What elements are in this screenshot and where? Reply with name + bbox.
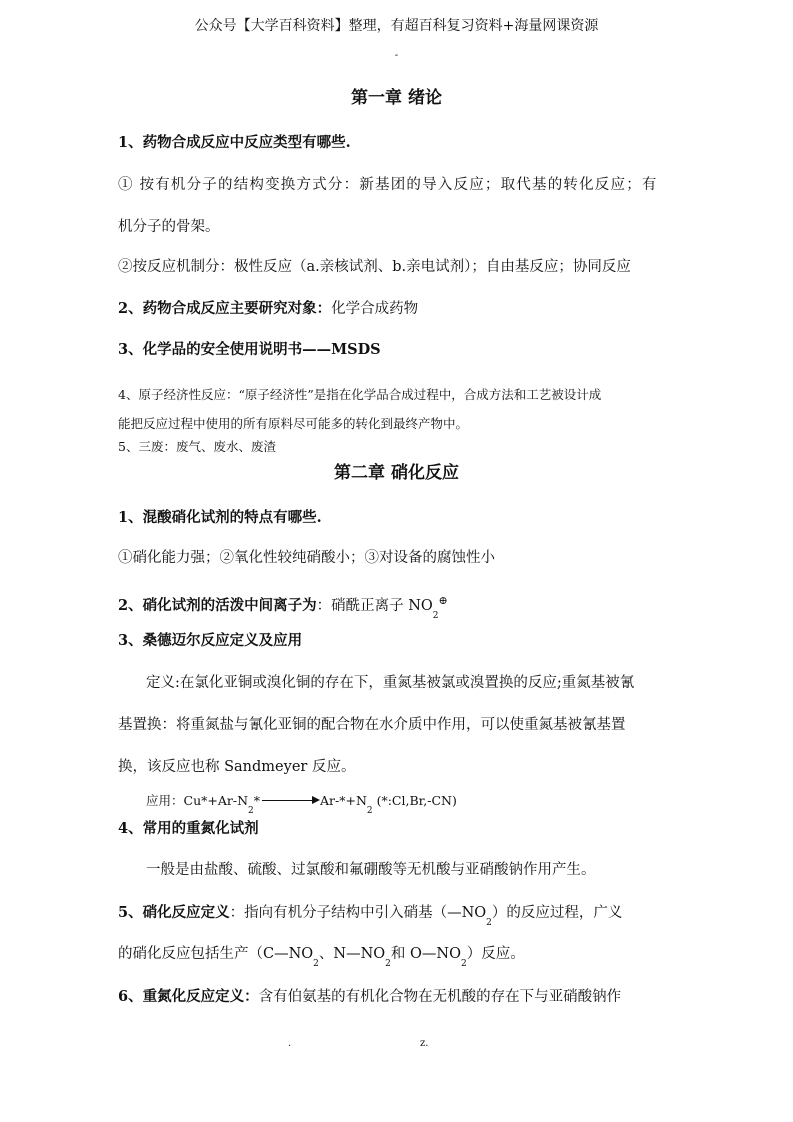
answer: 含有伯氨基的有机化合物在无机酸的存在下与亚硝酸钠作	[258, 989, 622, 1005]
question-4: 4、常用的重氮化试剂	[118, 820, 259, 837]
paragraph: 基置换：将重氮盐与氰化亚铜的配合物在水介质中作用，可以使重氮基被氰基置	[118, 717, 626, 733]
question-3: 3、化学品的安全使用说明书——MSDS	[118, 341, 381, 358]
subscript: 2	[432, 610, 439, 621]
answer: ：硝酰正离子 NO	[316, 597, 433, 614]
subscript: 2	[248, 806, 254, 816]
text: 、N—NO	[318, 946, 386, 962]
text: 的硝化反应包括生产（C—NO	[118, 946, 314, 962]
products: Ar-*+N	[320, 793, 367, 808]
paragraph: 能把反应过程中使用的所有原料尽可能多的转化到最终产物中。	[118, 416, 469, 431]
note: (*:Cl,Br,-CN)	[372, 793, 457, 808]
subscript: 2	[385, 959, 391, 969]
footer-right: z.	[420, 1038, 429, 1049]
paragraph	[118, 944, 525, 974]
superscript: ⊕	[438, 594, 448, 607]
arrow-icon	[262, 800, 318, 801]
paragraph: ① 按有机分子的结构变换方式分：新基团的导入反应；取代基的转化反应；有	[118, 177, 658, 193]
paragraph: 换，该反应也称 Sandmeyer 反应。	[118, 759, 356, 775]
answer: ：指向有机分子结构中引入硝基（—NO	[229, 905, 487, 921]
reactants: 应用：Cu*+Ar-N	[146, 793, 249, 808]
paragraph: 5、三废：废气、废水、废渣	[118, 439, 276, 454]
answer: ①硝化能力强；②氧化性较纯硝酸小；③对设备的腐蚀性小	[118, 550, 495, 566]
chapter-2-title: 第二章 硝化反应	[334, 463, 459, 483]
question-1: 1、药物合成反应中反应类型有哪些.	[118, 134, 351, 151]
question-label: 2、药物合成反应主要研究对象：	[118, 300, 332, 317]
subscript: 2	[313, 959, 319, 969]
paragraph: ②按反应机制分：极性反应（a.亲核试剂、b.亲电试剂）；自由基反应；协同反应	[118, 259, 631, 275]
paragraph: 定义:在氯化亚铜或溴化铜的存在下，重氮基被氯或溴置换的反应;重氮基被氰	[146, 675, 635, 691]
answer: 一般是由盐酸、硫酸、过氯酸和氟硼酸等无机酸与亚硝酸钠作用产生。	[146, 862, 596, 878]
question-label: 5、硝化反应定义	[118, 904, 230, 921]
subscript: 2	[486, 918, 492, 928]
question-1: 1、混酸硝化试剂的特点有哪些.	[118, 509, 322, 526]
subscript: 2	[460, 959, 467, 969]
paragraph: 4、原子经济性反应：“原子经济性”是指在化学品合成过程中，合成方法和工艺被设计成	[118, 387, 602, 402]
question-2	[118, 591, 448, 626]
answer: ）的反应过程，广义	[491, 905, 623, 921]
header-banner: 公众号【大学百科资料】整理，有超百科复习资料+海量网课资源	[194, 18, 599, 34]
reaction-equation	[146, 791, 457, 821]
text: 和 O—NO	[390, 946, 461, 962]
question-label: 6、重氮化反应定义：	[118, 988, 259, 1005]
question-3: 3、桑德迈尔反应定义及应用	[118, 632, 303, 649]
footer-left: .	[288, 1038, 292, 1049]
question-5	[118, 903, 622, 933]
chapter-1-title: 第一章 绪论	[351, 88, 442, 108]
text: ）反应。	[466, 946, 525, 962]
paragraph: 机分子的骨架。	[118, 219, 220, 235]
subscript: 2	[366, 806, 373, 816]
star: *	[253, 793, 260, 808]
header-dash: -	[394, 50, 399, 61]
question-2	[118, 299, 418, 319]
question-6	[118, 987, 621, 1007]
question-label: 2、硝化试剂的活泼中间离子为	[118, 596, 317, 614]
answer: 化学合成药物	[331, 301, 419, 317]
